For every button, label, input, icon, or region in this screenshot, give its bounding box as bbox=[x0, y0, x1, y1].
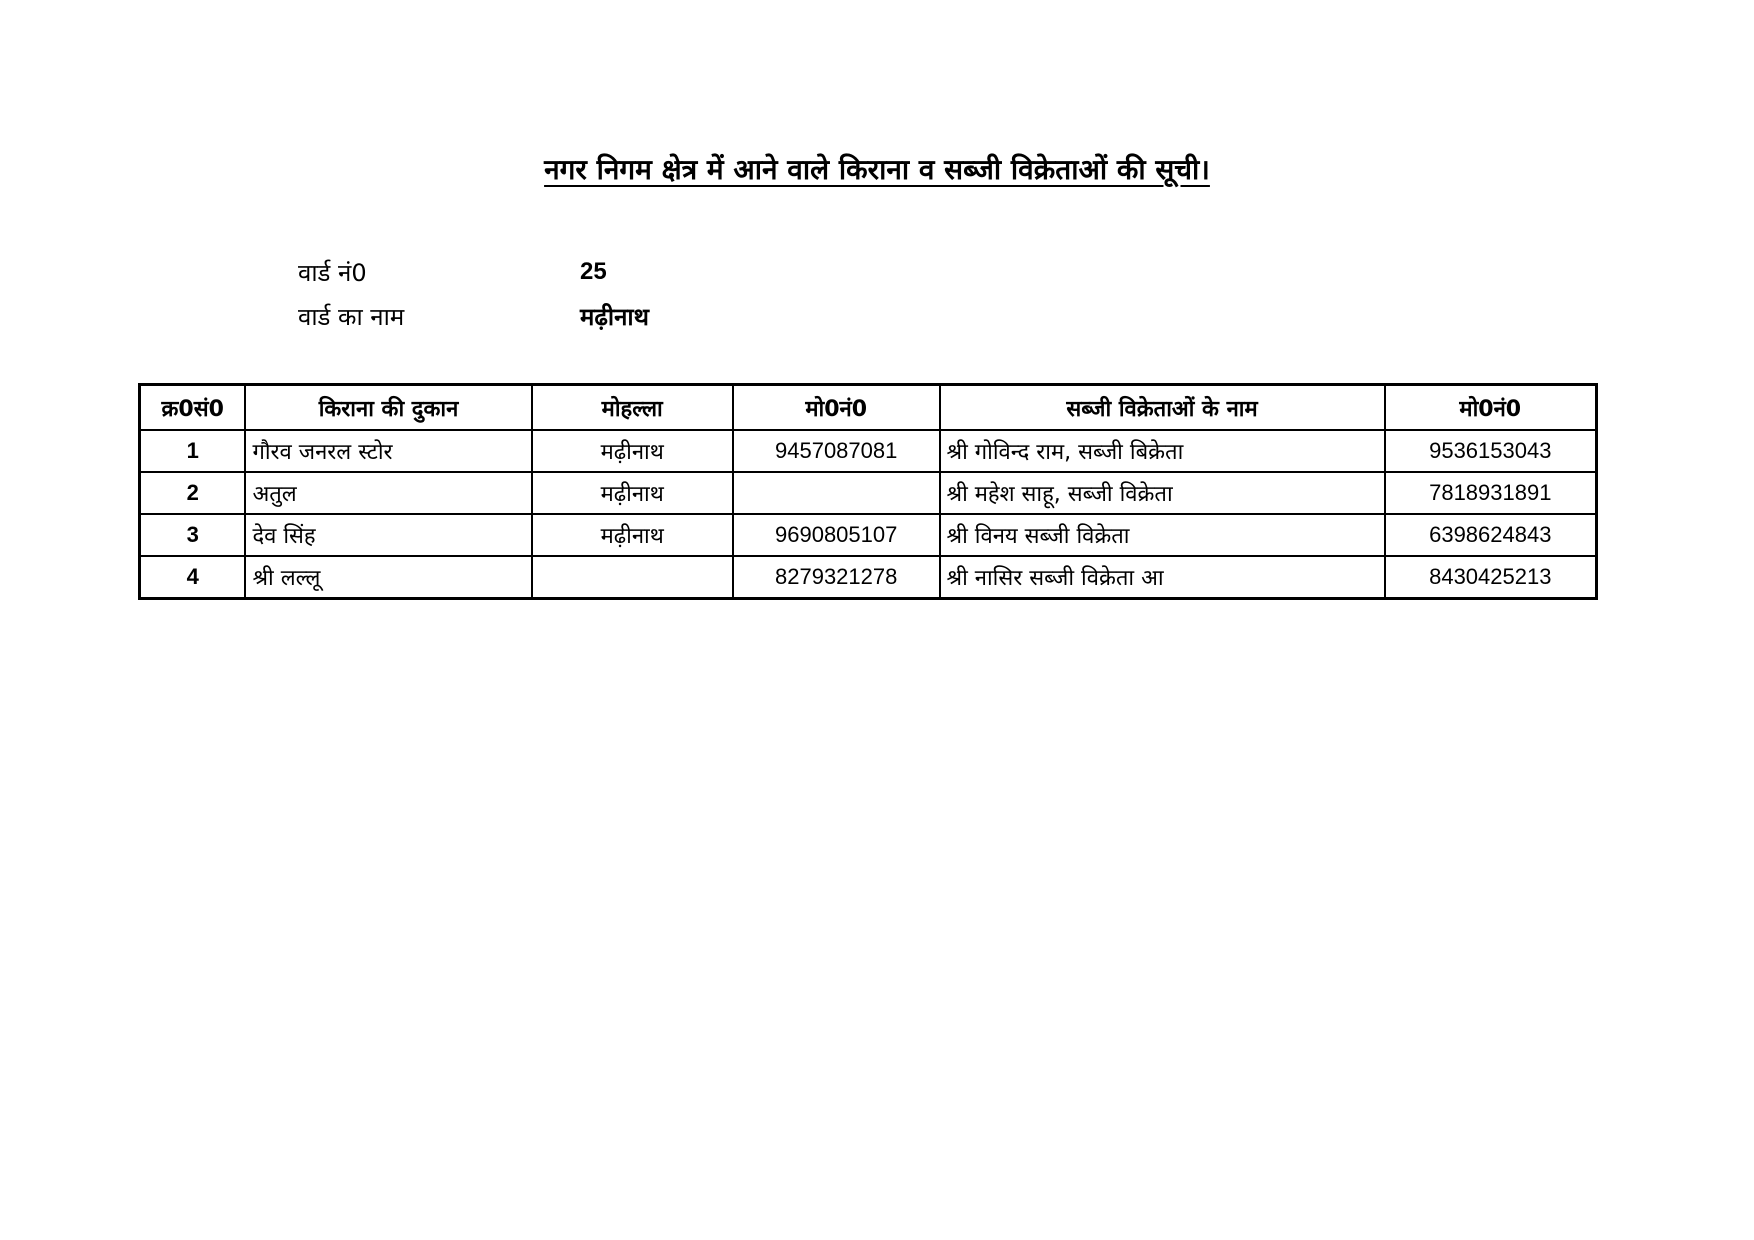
table-row bbox=[140, 430, 1597, 472]
table-row bbox=[140, 472, 1597, 514]
header-mohalla: मोहल्ला bbox=[532, 385, 733, 431]
table-row bbox=[140, 514, 1597, 556]
serial-number-cell: 2 bbox=[140, 472, 246, 514]
vendor-name-cell: श्री विनय सब्जी विक्रेता bbox=[940, 514, 1385, 556]
vendor-name-cell: श्री महेश साहू, सब्जी विक्रेता bbox=[940, 472, 1385, 514]
ward-name-row bbox=[298, 294, 649, 338]
shop-name-cell: देव सिंह bbox=[245, 514, 531, 556]
shop-name-cell: अतुल bbox=[245, 472, 531, 514]
mohalla-cell bbox=[532, 556, 733, 599]
serial-number-cell: 1 bbox=[140, 430, 246, 472]
vendor-mobile-cell: 6398624843 bbox=[1385, 514, 1597, 556]
table-header-row bbox=[140, 385, 1597, 431]
ward-number-row bbox=[298, 250, 649, 294]
shop-mobile-cell: 9690805107 bbox=[733, 514, 940, 556]
mohalla-cell: मढ़ीनाथ bbox=[532, 430, 733, 472]
header-mobile-number: मो0नं0 bbox=[733, 385, 940, 431]
shop-name-cell: गौरव जनरल स्टोर bbox=[245, 430, 531, 472]
table-row bbox=[140, 556, 1597, 599]
mohalla-cell: मढ़ीनाथ bbox=[532, 514, 733, 556]
shop-name-cell: श्री लल्लू bbox=[245, 556, 531, 599]
header-grocery-shop: किराना की दुकान bbox=[245, 385, 531, 431]
vendor-mobile-cell: 8430425213 bbox=[1385, 556, 1597, 599]
serial-number-cell: 3 bbox=[140, 514, 246, 556]
page-title: नगर निगम क्षेत्र में आने वाले किराना व सब्जी विक्रेताओं की सूची। bbox=[544, 153, 1210, 186]
header-vendor-mobile-number: मो0नं0 bbox=[1385, 385, 1597, 431]
vendor-table bbox=[138, 383, 1598, 600]
shop-mobile-cell: 9457087081 bbox=[733, 430, 940, 472]
vendor-name-cell: श्री नासिर सब्जी विक्रेता आ bbox=[940, 556, 1385, 599]
header-vegetable-vendor-name: सब्जी विक्रेताओं के नाम bbox=[940, 385, 1385, 431]
ward-name-label: वार्ड का नाम bbox=[298, 302, 405, 331]
vendor-name-cell: श्री गोविन्द राम, सब्जी बिक्रेता bbox=[940, 430, 1385, 472]
ward-name-value: मढ़ीनाथ bbox=[580, 302, 649, 331]
mohalla-cell: मढ़ीनाथ bbox=[532, 472, 733, 514]
vendor-mobile-cell: 7818931891 bbox=[1385, 472, 1597, 514]
header-serial-number: क्र0सं0 bbox=[140, 385, 246, 431]
shop-mobile-cell: 8279321278 bbox=[733, 556, 940, 599]
serial-number-cell: 4 bbox=[140, 556, 246, 599]
ward-number-label: वार्ड नं0 bbox=[298, 258, 367, 287]
ward-info bbox=[298, 250, 649, 338]
ward-number-value: 25 bbox=[580, 258, 607, 285]
shop-mobile-cell bbox=[733, 472, 940, 514]
vendor-mobile-cell: 9536153043 bbox=[1385, 430, 1597, 472]
